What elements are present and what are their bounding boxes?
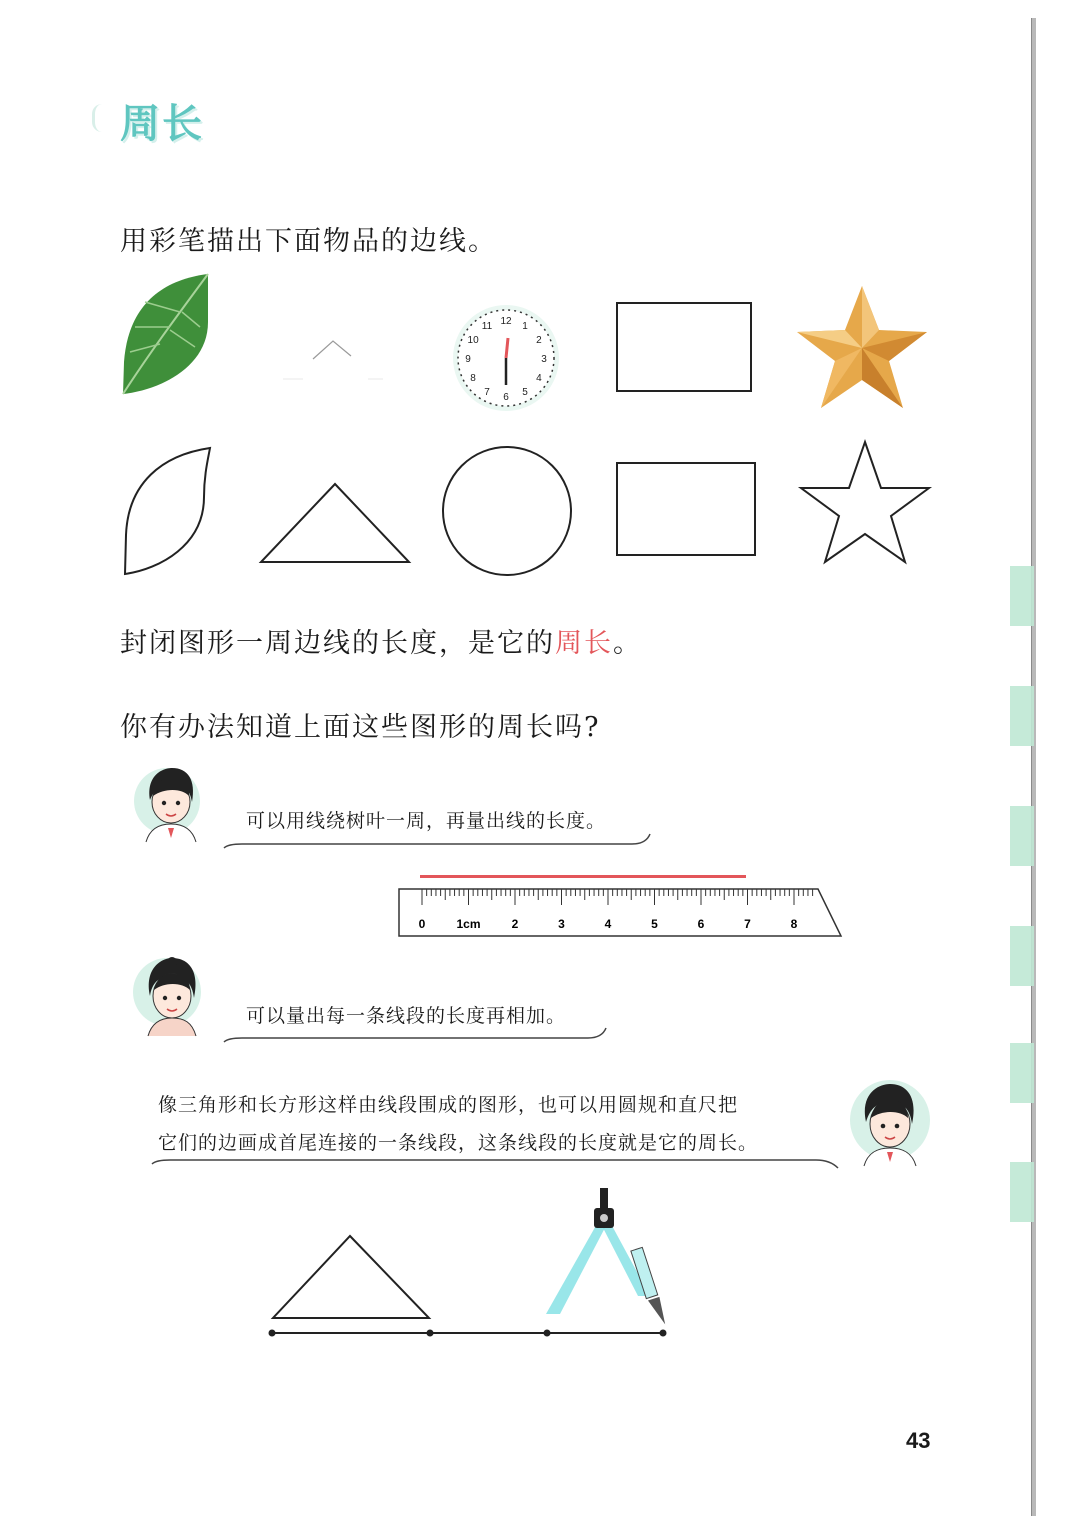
rectangle-object <box>616 302 752 392</box>
side-tab <box>1010 566 1034 626</box>
side-tab <box>1010 926 1034 986</box>
ruler-label: 7 <box>744 917 751 931</box>
ruler-label: 0 <box>418 917 426 931</box>
bubble-text-3-line-2: 它们的边画成首尾连接的一条线段，这条线段的长度就是它的周长。 <box>158 1132 759 1154</box>
bubble-underline-3 <box>150 1146 840 1170</box>
star-image <box>795 284 929 410</box>
girl-avatar-3 <box>856 1082 924 1168</box>
bubble-underline-2 <box>222 1024 608 1046</box>
rectangle-outline <box>616 462 756 556</box>
definition-term: 周长 <box>555 628 613 659</box>
clock-number: 4 <box>536 373 542 384</box>
instruction-text: 用彩笔描出下面物品的边线。 <box>120 226 497 257</box>
ruler-label: 6 <box>697 917 705 931</box>
side-tab <box>1010 806 1034 866</box>
girl-avatar-2 <box>140 956 204 1038</box>
clock-number: 8 <box>470 373 476 384</box>
leaf-image <box>120 272 220 397</box>
ruler-label: 2 <box>511 917 519 931</box>
clock-number: 9 <box>465 354 471 365</box>
side-tab <box>1010 686 1034 746</box>
ruler-label: 1cm <box>456 917 481 931</box>
lesson-title: 周长 <box>120 101 204 147</box>
compass-tool <box>540 1186 674 1336</box>
page-edge-rule <box>1031 18 1036 1516</box>
definition-text <box>120 624 642 664</box>
definition-before: 封闭图形一周边线的长度，是它的 <box>120 628 555 659</box>
clock-number: 10 <box>467 335 479 346</box>
star-outline <box>799 440 931 566</box>
ruler-label: 4 <box>604 917 612 931</box>
girl-avatar-1 <box>140 766 202 844</box>
bubble-text-3-line-1: 像三角形和长方形这样由线段围成的图形，也可以用圆规和直尺把 <box>158 1094 739 1116</box>
string-line <box>420 875 746 878</box>
ruler <box>398 888 843 940</box>
triangle-construction <box>270 1234 432 1320</box>
clock-number: 12 <box>500 316 512 327</box>
ruler-label: 8 <box>790 917 798 931</box>
leaf-outline <box>122 445 214 577</box>
side-tab <box>1010 1162 1034 1222</box>
triangle-object-faint <box>283 334 393 384</box>
circle-outline <box>441 445 573 577</box>
bubble-text-2: 可以量出每一条线段的长度再相加。 <box>246 1005 567 1027</box>
triangle-outline <box>258 482 412 564</box>
clock-number: 6 <box>503 392 509 403</box>
clock-number: 11 <box>481 321 493 333</box>
clock-image <box>451 303 561 413</box>
side-tab <box>1010 1043 1034 1103</box>
clock-number: 3 <box>541 354 547 365</box>
ruler-label: 5 <box>651 917 658 931</box>
question-text: 你有办法知道上面这些图形的周长吗? <box>120 712 601 743</box>
clock-number: 1 <box>522 321 528 333</box>
clock-number: 2 <box>536 335 542 346</box>
definition-after: 。 <box>613 628 642 659</box>
clock-number: 5 <box>522 386 528 398</box>
bubble-text-1: 可以用线绕树叶一周，再量出线的长度。 <box>246 810 607 832</box>
clock-number: 7 <box>484 386 490 398</box>
bubble-underline-1 <box>222 830 652 852</box>
title-bracket <box>92 104 105 132</box>
ruler-label: 3 <box>558 917 565 931</box>
page-number: 43 <box>906 1428 931 1453</box>
